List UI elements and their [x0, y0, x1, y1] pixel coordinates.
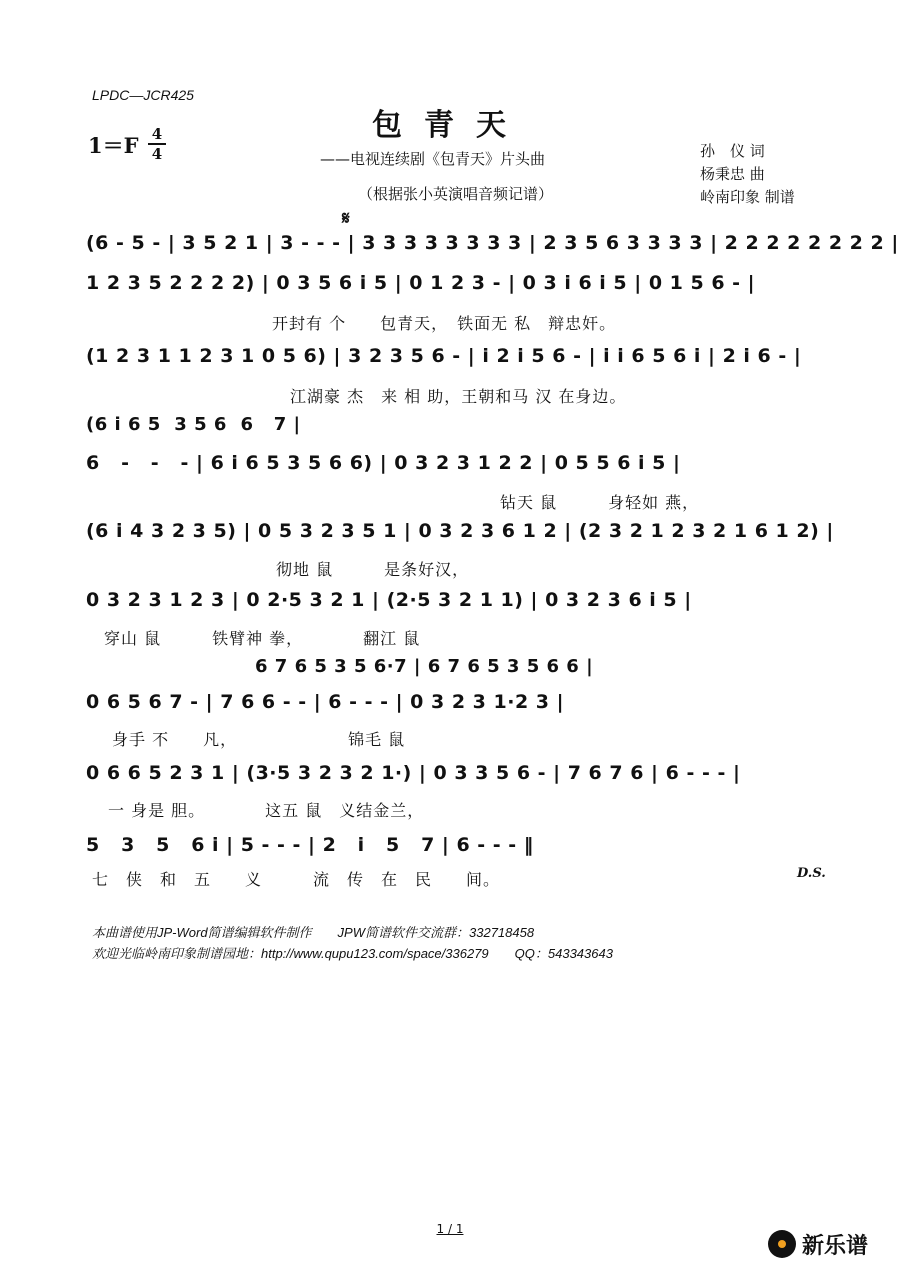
time-signature-bottom: 4 [151, 145, 163, 163]
site-logo [768, 1226, 893, 1262]
notation-row: 0 6 5 6 7 - | 7 6 6 - - | 6 - - - | 0 3 2 3 1·2 3 | [86, 691, 565, 713]
song-title: 包青天 [372, 108, 528, 143]
lyric-line: 身手 不 凡， 锦毛 鼠 [112, 730, 406, 749]
lyric-line: 穿山 鼠 铁臂神 拳， 翻江 鼠 [104, 629, 421, 648]
notation-row: (6 - 5 - | 3 5 2 1 | 3 - - - | 3 3 3 3 3 3 3 3 | 2 3 5 6 3 3 3 3 | 2 2 2 2 2 2 2 2 | [86, 232, 899, 254]
notation-row: (6 i 4 3 2 3 5) | 0 5 3 2 3 5 1 | 0 3 2 3 6 1 2 | (2 3 2 1 2 3 2 1 6 1 2) | [86, 520, 834, 542]
composer-credit: 杨秉忠 曲 [700, 165, 765, 183]
lyricist-credit: 孙 仪 词 [700, 142, 765, 160]
dal-segno-mark: D.S. [797, 866, 826, 881]
footer-website-note: 欢迎光临岭南印象制谱园地：http://www.qupu123.com/space/336279 QQ：543343643 [92, 946, 613, 961]
logo-text: 新乐谱 [802, 1233, 869, 1259]
page-number [0, 1222, 900, 1236]
notation-row: 5 3 5 6 i | 5 - - - | 2 i 5 7 | 6 - - - ‖ [86, 834, 534, 856]
transcriber-credit: 岭南印象 制谱 [700, 188, 795, 206]
notation-row: 0 6 6 5 2 3 1 | (3·5 3 2 3 2 1·) | 0 3 3 5 6 - | 7 6 7 6 | 6 - - - | [86, 762, 741, 784]
lyric-line: 钻天 鼠 身轻如 燕， [500, 493, 700, 512]
song-subtitle: ——电视连续剧《包青天》片头曲 [320, 150, 546, 168]
time-signature [148, 126, 166, 162]
transcription-note: （根据张小英演唱音频记谱） [358, 185, 554, 203]
lyric-line: 江湖豪 杰 来 相 助，王朝和马 汉 在身边。 [290, 387, 627, 406]
notation-row-ossia: 6 7 6 5 3 5 6·7 | 6 7 6 5 3 5 6 6 | [255, 656, 594, 677]
key-signature: 1＝F [88, 133, 139, 158]
page-number-text: 1 / 1 [436, 1222, 464, 1236]
notation-row-ossia: (6 i 6 5 3 5 6 6 7 | [86, 414, 301, 435]
footer-software-note: 本曲谱使用JP-Word简谱编辑软件制作 JPW简谱软件交流群：332718458 [92, 925, 535, 940]
time-signature-top: 4 [151, 125, 163, 143]
score-code: LPDC—JCR425 [92, 87, 194, 103]
lyric-line: 一 身是 胆。 这五 鼠 义结金兰， [108, 801, 425, 820]
notation-row: 6 - - - | 6 i 6 5 3 5 6 6) | 0 3 2 3 1 2 2 | 0 5 5 6 i 5 | [86, 452, 681, 474]
segno-sign: 𝄋 [342, 208, 350, 229]
notation-row: (1 2 3 1 1 2 3 1 0 5 6) | 3 2 3 5 6 - | i 2 i 5 6 - | i i 6 5 6 i | 2 i 6 - | [86, 345, 802, 367]
lyric-line: 开封有 个 包青天， 铁面无 私 辩忠奸。 [272, 314, 617, 333]
lyric-line: 彻地 鼠 是条好汉， [276, 560, 470, 579]
notation-row: 1 2 3 5 2 2 2 2) | 0 3 5 6 i 5 | 0 1 2 3 - | 0 3 i 6 i 5 | 0 1 5 6 - | [86, 272, 756, 294]
lyric-line: 七 侠 和 五 义 流 传 在 民 间。 [92, 870, 501, 889]
notation-row: 0 3 2 3 1 2 3 | 0 2·5 3 2 1 | (2·5 3 2 1 1) | 0 3 2 3 6 i 5 | [86, 589, 692, 611]
record-disc-icon [768, 1230, 796, 1258]
